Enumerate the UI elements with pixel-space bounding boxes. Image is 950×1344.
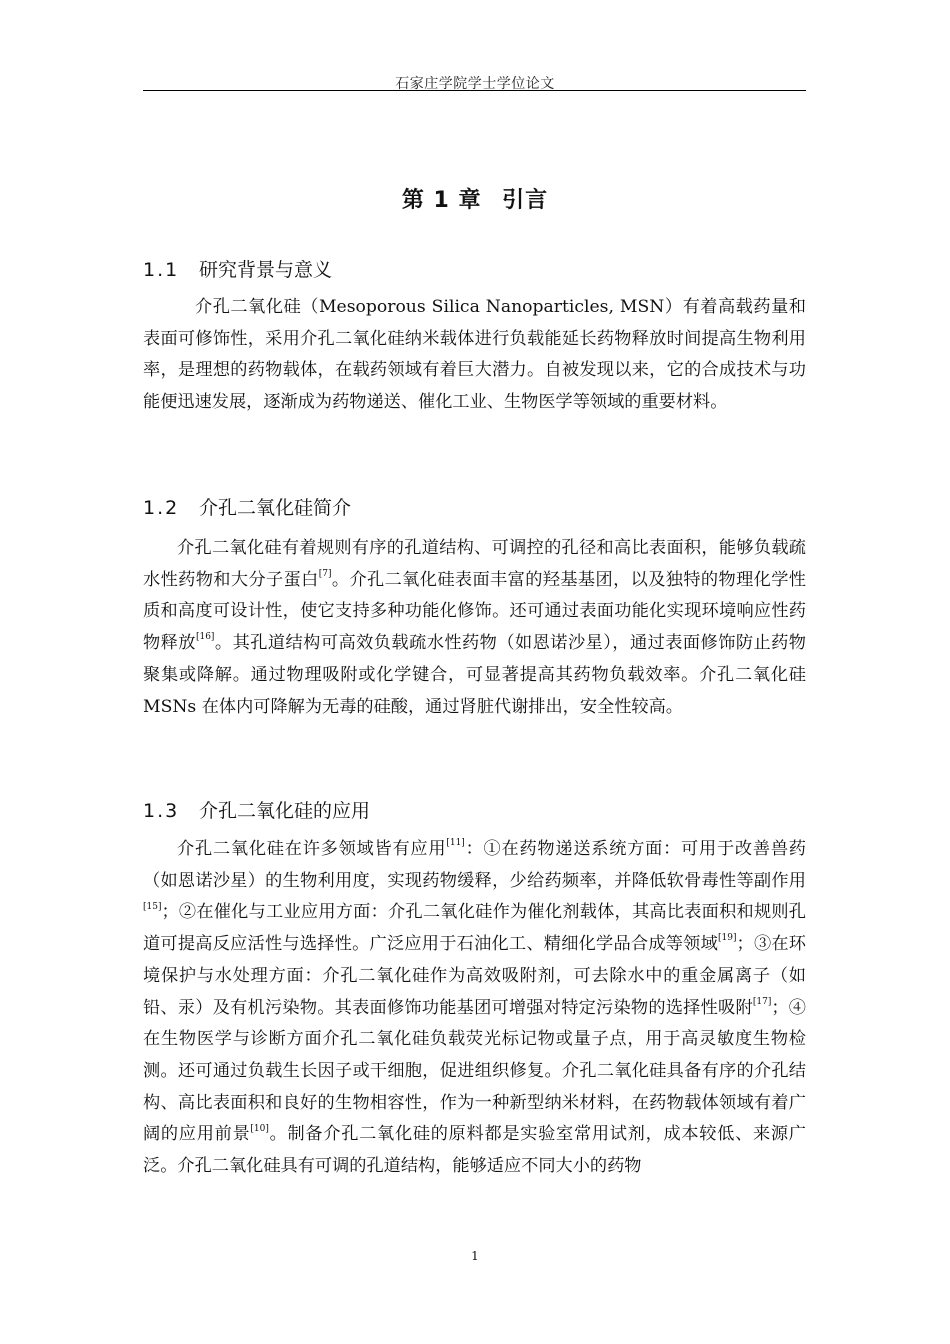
page-number: 1 <box>471 1249 479 1263</box>
citation-ref: [7] <box>318 568 332 579</box>
citation-ref: [17] <box>752 996 772 1007</box>
citation-ref: [15] <box>143 901 162 912</box>
section-heading-1-2 <box>143 493 351 520</box>
section-title: 介孔二氧化硅的应用 <box>199 800 371 822</box>
citation-ref: [11] <box>446 838 465 849</box>
section-number: 1.2 <box>143 497 180 519</box>
section-number: 1.3 <box>143 800 180 822</box>
section-number: 1.1 <box>143 259 180 281</box>
section-title: 研究背景与意义 <box>199 259 333 281</box>
section-1-1-paragraph: 介孔二氧化硅（Mesoporous Silica Nanoparticles, MSN）有着高载药量和表面可修饰性，采用介孔二氧化硅纳米载体进行负载能延长药物释放时间提高生物利用率，是理想的药物载体，在载药领域有着巨大潜力。自被发现以来，它的合成技术与功能便迅速发展，逐渐成为药物递送、催化工业、生物医学等领域的重要材料。 <box>143 297 806 413</box>
section-heading-1-1 <box>143 255 332 282</box>
citation-ref: [19] <box>718 933 737 944</box>
chapter-title <box>0 183 950 214</box>
header-rule <box>143 90 806 91</box>
section-1-2-paragraph: 介孔二氧化硅有着规则有序的孔道结构、可调控的孔径和高比表面积，能够负载疏水性药物和大分子蛋白[7]。介孔二氧化硅表面丰富的羟基基团，以及独特的物理化学性质和高度可设计性，使它支持多种功能化修饰。还可通过表面功能化实现环境响应性药物释放[16]。其孔道结构可高效负载疏水性药物（如恩诺沙星），通过表面修饰防止药物聚集或降解。通过物理吸附或化学键合，可显著提高其药物负载效率。介孔二氧化硅 MSNs 在体内可降解为无毒的硅酸，通过肾脏代谢排出，安全性较高。 <box>143 538 806 717</box>
page-header-title: 石家庄学院学士学位论文 <box>395 76 555 92</box>
citation-ref: [10] <box>250 1123 269 1134</box>
section-title: 介孔二氧化硅简介 <box>199 497 352 519</box>
chapter-name: 引言 <box>502 188 549 213</box>
section-1-3-paragraph: 介孔二氧化硅在许多领域皆有应用[11]：①在药物递送系统方面：可用于改善兽药（如恩诺沙星）的生物利用度，实现药物缓释，少给药频率，并降低软骨毒性等副作用[15]；②在催化与工业应用方面：介孔二氧化硅作为催化剂载体，其高比表面积和规则孔道可提高反应活性与选择性。广泛应用于石油化工、精细化学品合成等领域[19]；③在环境保护与水处理方面：介孔二氧化硅作为高效吸附剂，可去除水中的重金属离子（如铅、汞）及有机污染物。其表面修饰功能基团可增强对特定污染物的选择性吸附[17]；④在生物医学与诊断方面介孔二氧化硅负载荧光标记物或量子点，用于高灵敏度生物检测。还可通过负载生长因子或干细胞，促进组织修复。介孔二氧化硅具备有序的介孔结构、高比表面积和良好的生物相容性，作为一种新型纳米材料，在药物载体领域有着广阔的应用前景[10]。制备介孔二氧化硅的原料都是实验室常用试剂，成本较低、来源广泛。介孔二氧化硅具有可调的孔道结构，能够适应不同大小的药物 <box>143 838 806 1177</box>
section-heading-1-3 <box>143 796 370 823</box>
citation-ref: [16] <box>195 632 215 643</box>
chapter-number: 第 1 章 <box>401 188 482 213</box>
